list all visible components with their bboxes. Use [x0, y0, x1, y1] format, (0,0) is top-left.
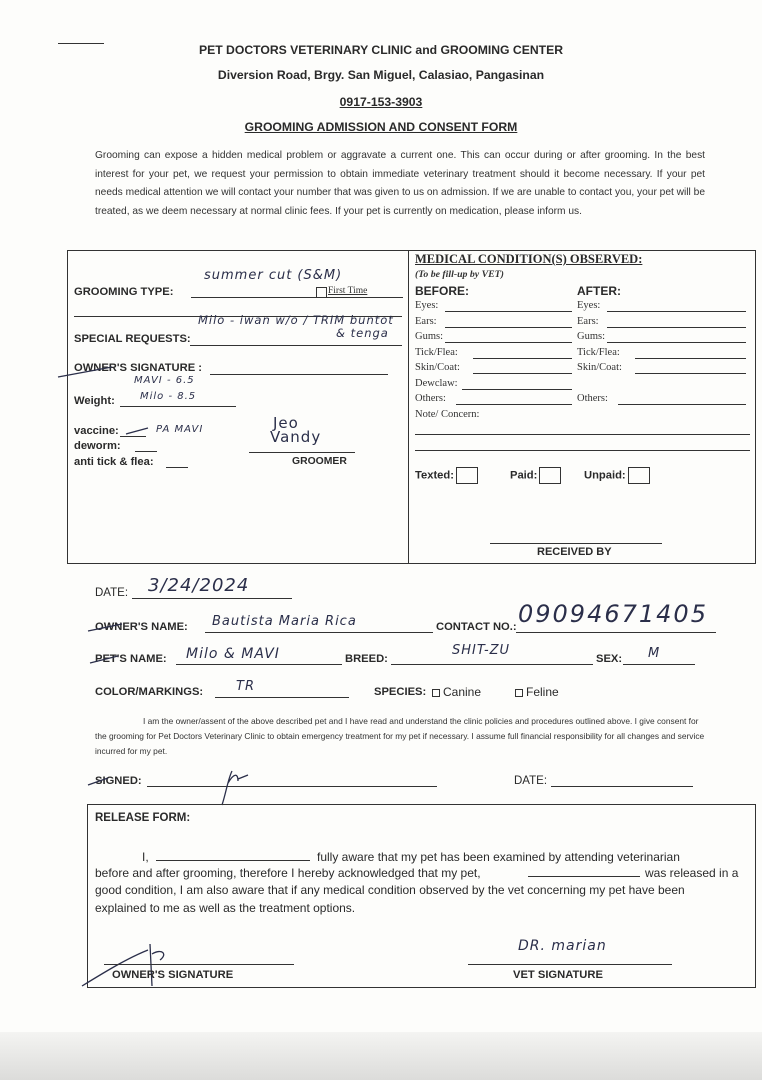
before-label: BEFORE: [415, 284, 469, 298]
weight-label: Weight: [74, 395, 115, 407]
after-field-label: Skin/Coat: [577, 362, 622, 373]
signed-date-line [551, 786, 693, 787]
owner-signature-line [210, 374, 388, 375]
special-requests-label: SPECIAL REQUESTS: [74, 333, 191, 345]
note-line-2 [415, 450, 750, 451]
received-by-line [490, 543, 662, 544]
after-field-label: Gums: [577, 331, 606, 342]
weight-line [120, 406, 236, 407]
color-label: COLOR/MARKINGS: [95, 686, 204, 698]
after-field-line [635, 373, 746, 374]
grooming-type-line [191, 297, 403, 298]
feline-label: Feline [526, 685, 559, 699]
intro-paragraph: Grooming can expose a hidden medical problem or aggravate a current one. This can occur during or after grooming. In the best interest for your pet, we request your permission to obtain immediate veterinary treatment should it become necessary. If your pet needs medical attention we will contact your number that was given to us on admission. If we are unable to contact you, your pet will be treated, as we deem necessary at normal clinic fees. If your pet is currently on medication, please inform us. [95, 150, 705, 217]
release-title: RELEASE FORM: [95, 812, 191, 824]
consent-paragraph: I am the owner/assent of the above described pet and I have read and understand the clinic policies and procedures outlined above. I give consent for the grooming for Pet Doctors Veterinary Clinic to obtain emergency treatment for my pet if necessary. I assume full financial responsibility for all changes and service incurred for my pet. [95, 716, 705, 756]
before-field-label: Eyes: [415, 300, 439, 311]
pet-strike-mark [88, 652, 122, 666]
after-field-label: Tick/Flea: [577, 346, 620, 358]
before-field-label: Ears: [415, 315, 437, 327]
signed-label: SIGNED: [95, 775, 142, 787]
date-value: 3/24/2024 [148, 575, 250, 596]
first-time-checkbox[interactable] [316, 287, 327, 298]
release-owner-signature-label: OWNER'S SIGNATURE [112, 969, 234, 981]
anti-tick-line [166, 467, 188, 468]
pet-name-label: PET'S NAME: [95, 653, 167, 665]
paid-checkbox[interactable] [539, 467, 561, 484]
texted-status [415, 467, 478, 484]
before-field-label: Skin/Coat: [415, 362, 460, 373]
signed-line [147, 786, 437, 787]
contact-label: CONTACT NO.: [436, 621, 517, 633]
deworm-label: deworm: [74, 440, 121, 452]
special-requests-line1: Milo - iwan w/o / TRIM buntot [198, 313, 394, 327]
before-field-label: Gums: [415, 331, 444, 342]
before-field-line [456, 404, 572, 405]
species-label: SPECIES: [374, 686, 427, 698]
release-name-line [156, 860, 310, 861]
grooming-type-label: GROOMING TYPE: [74, 286, 174, 298]
after-label: AFTER: [577, 284, 621, 298]
release-text-2b: was released in a [645, 866, 739, 880]
before-field-line [462, 389, 572, 390]
date-line [132, 598, 292, 599]
before-field-line [445, 311, 572, 312]
note-label: Note/ Concern: [415, 409, 480, 420]
after-field-line [607, 311, 746, 312]
after-field-line [607, 342, 746, 343]
note-line-1 [415, 434, 750, 435]
after-field-label: Eyes: [577, 300, 601, 311]
release-text-4: explained to me as well as the treatment options. [95, 901, 356, 915]
release-owner-signature-line [104, 964, 294, 965]
before-field-line [445, 327, 572, 328]
vaccine-value: PA MAVI [156, 424, 204, 435]
clinic-name: PET DOCTORS VETERINARY CLINIC and GROOMING CENTER [198, 43, 564, 57]
groomer-name-line2: Vandy [270, 428, 322, 446]
after-field-line [618, 404, 746, 405]
vaccine-label: vaccine: [74, 425, 119, 437]
sex-value: M [648, 646, 661, 661]
form-title: GROOMING ADMISSION AND CONSENT FORM [244, 120, 518, 134]
groomer-label: GROOMER [292, 456, 347, 467]
feline-checkbox[interactable] [515, 689, 523, 697]
canine-checkbox[interactable] [432, 689, 440, 697]
unpaid-checkbox[interactable] [628, 467, 650, 484]
special-requests-line [190, 345, 402, 346]
owner-signature-scribble [208, 765, 268, 807]
contact-value: 09094671405 [518, 600, 708, 628]
breed-value: SHIT-ZU [452, 643, 511, 658]
signed-strike-mark [86, 774, 112, 788]
before-field-label: Dewclaw: [415, 377, 458, 389]
vet-signature-value: DR. marian [518, 938, 607, 954]
release-text-1: fully aware that my pet has been examined by attending veterinarian [317, 850, 680, 864]
release-text-3: good condition, I am also aware that if any medical condition observed by the vet concerning my pet have been [95, 883, 685, 897]
contact-line [516, 632, 716, 633]
sex-label: SEX: [596, 653, 623, 665]
canine-label: Canine [443, 685, 482, 699]
groomer-line [249, 452, 355, 453]
after-field-label: Others: [577, 393, 608, 404]
before-field-line [445, 342, 572, 343]
clinic-address: Diversion Road, Brgy. San Miguel, Calasiao, Pangasinan [217, 68, 545, 82]
owner-name-value: Bautista Maria Rica [212, 614, 357, 629]
clinic-phone: 0917-153-3903 [339, 95, 423, 109]
owner-strike-mark [86, 620, 126, 634]
paid-label: Paid: [510, 469, 538, 482]
vet-signature-label: VET SIGNATURE [513, 969, 603, 981]
pet-name-line [176, 664, 342, 665]
unpaid-label: Unpaid: [584, 469, 626, 482]
weight-mavi: MAVI - 6.5 [134, 375, 195, 386]
release-pet-line [528, 876, 640, 877]
breed-line [391, 664, 593, 665]
special-requests-line2: & tenga [336, 326, 389, 340]
grooming-type-value: summer cut (S&M) [204, 268, 343, 283]
owner-name-label: OWNER'S NAME: [95, 621, 188, 633]
deworm-line [135, 451, 157, 452]
weight-milo: Milo - 8.5 [140, 391, 197, 402]
owner-name-line [205, 632, 433, 633]
vet-signature-line [468, 964, 672, 965]
column-divider [408, 250, 409, 563]
breed-label: BREED: [345, 653, 388, 665]
before-field-line [473, 358, 572, 359]
medical-subtitle: (To be fill-up by VET) [415, 269, 504, 280]
texted-checkbox[interactable] [456, 467, 478, 484]
sex-line [623, 664, 695, 665]
vaccine-dash-mark [124, 424, 150, 438]
after-field-line [635, 358, 746, 359]
strike-mark [56, 364, 116, 380]
medical-title: MEDICAL CONDITION(S) OBSERVED: [415, 252, 643, 266]
unpaid-status [584, 467, 650, 484]
paid-status [510, 467, 561, 484]
received-by-label: RECEIVED BY [537, 546, 612, 558]
pet-name-value: Milo & MAVI [186, 646, 280, 662]
date-label: DATE: [95, 587, 129, 599]
anti-tick-label: anti tick & flea: [74, 456, 154, 468]
release-text-2a: before and after grooming, therefore I hereby acknowledged that my pet, [95, 866, 481, 880]
color-line [215, 697, 349, 698]
after-field-label: Ears: [577, 315, 599, 327]
texted-label: Texted: [415, 469, 454, 482]
after-field-line [607, 327, 746, 328]
before-field-line [473, 373, 572, 374]
owner-signature-label: OWNER'S SIGNATURE : [74, 362, 202, 374]
first-time-label: First Time [328, 286, 368, 296]
before-field-label: Others: [415, 393, 446, 404]
before-field-label: Tick/Flea: [415, 346, 458, 358]
release-i: I, [142, 850, 149, 864]
color-value: TR [236, 679, 255, 694]
release-owner-signature-scribble [78, 940, 188, 990]
groomer-name-line1: Jeo [273, 414, 299, 432]
signed-date-label: DATE: [514, 775, 548, 787]
